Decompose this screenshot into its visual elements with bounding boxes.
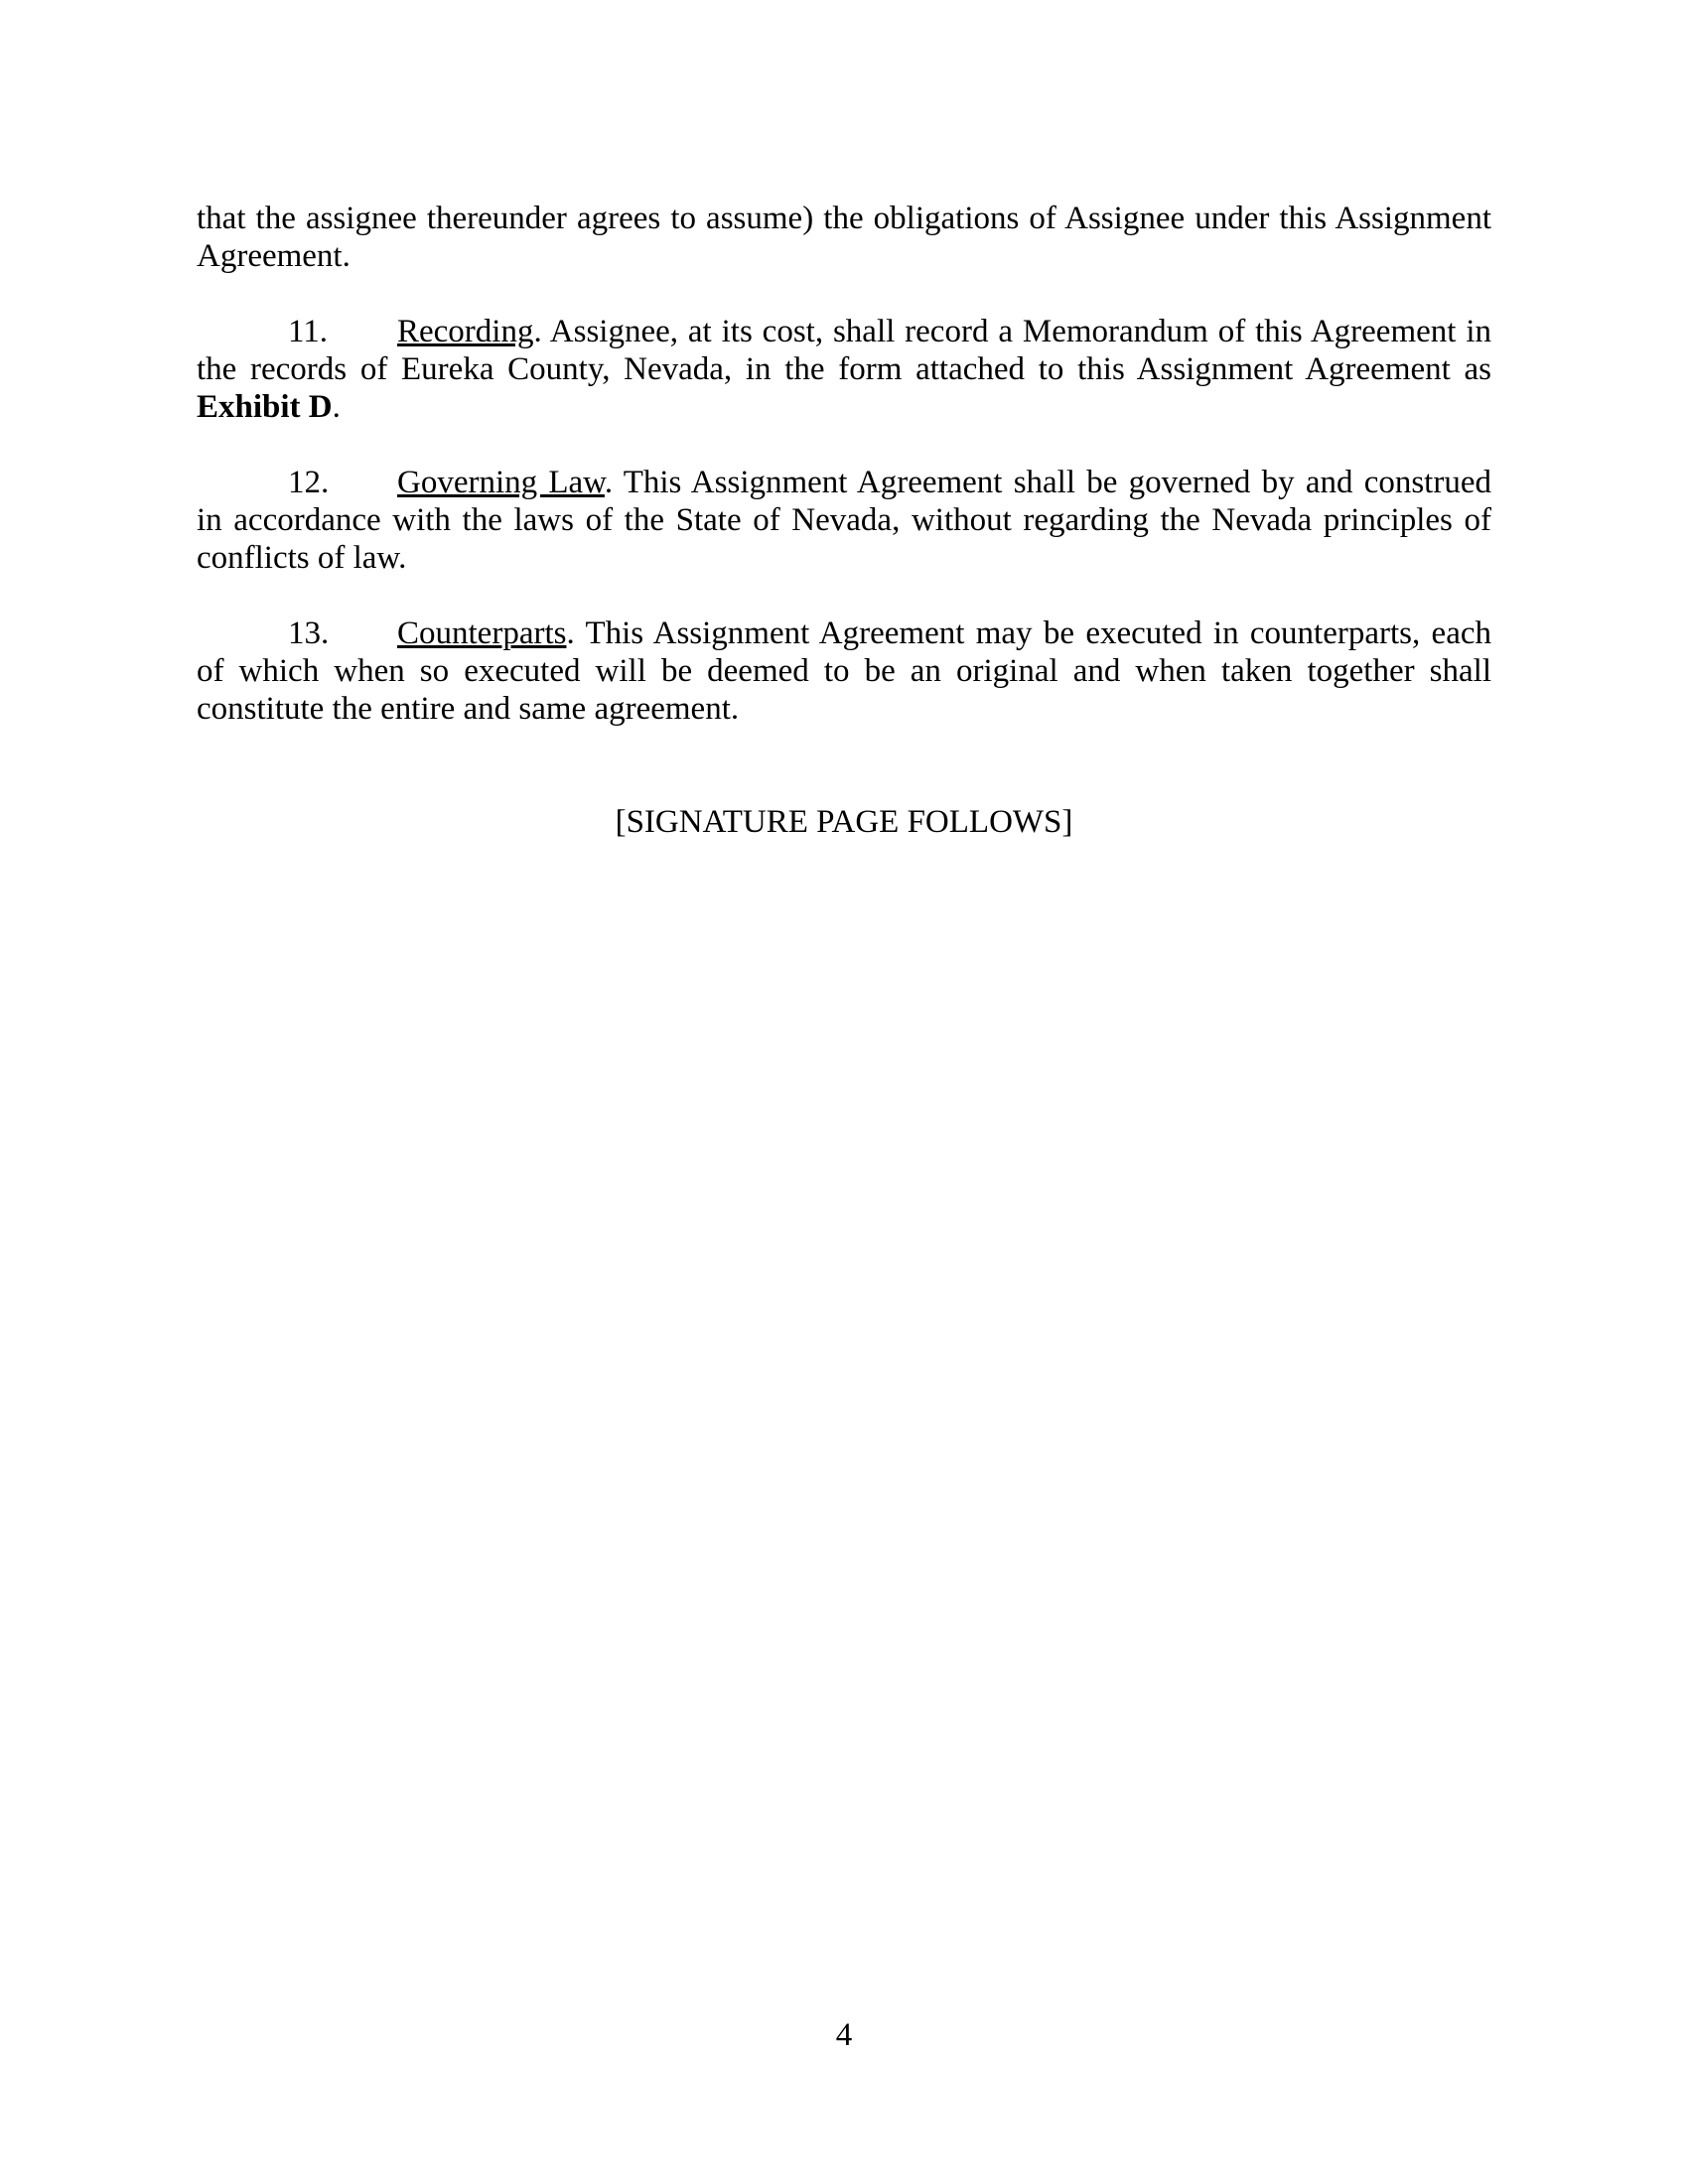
text-line — [197, 690, 1491, 728]
paragraph-gap — [197, 426, 1491, 464]
text-line — [197, 237, 1491, 275]
text-segment: constitute the entire and same agreement. — [197, 691, 740, 727]
underlined-heading-text: Recording — [397, 314, 534, 349]
text-line — [197, 313, 1491, 350]
bold-text: Exhibit D — [197, 389, 333, 425]
text-line — [197, 388, 1491, 426]
paragraph-12-governing-law — [197, 464, 1491, 577]
text-segment: . This Assignment Agreement may be executed in counterparts, each — [566, 615, 1491, 651]
text-line — [197, 614, 1491, 652]
text-segment: conflicts of law. — [197, 540, 407, 576]
text-segment: the records of Eureka County, Nevada, in the form attached to this Assignment Agreement as — [197, 351, 1491, 387]
text-line — [197, 464, 1491, 501]
paragraph-gap — [197, 765, 1491, 803]
text-segment: Agreement. — [197, 238, 351, 274]
text-line — [197, 501, 1491, 539]
paragraph-11-recording — [197, 313, 1491, 426]
underlined-heading-text: Counterparts — [397, 615, 567, 651]
text-segment: . — [332, 389, 341, 425]
paragraph-number: 13. — [288, 615, 330, 651]
paragraph-13-counterparts — [197, 614, 1491, 728]
paragraph-continuation — [197, 200, 1491, 275]
text-segment: . Assignee, at its cost, shall record a Memorandum of this Agreement in — [533, 314, 1491, 349]
text-line — [197, 200, 1491, 237]
text-segment: of which when so executed will be deemed to be an original and when taken together shall — [197, 653, 1491, 689]
underlined-heading-text: Governing Law — [397, 465, 605, 500]
paragraph-number: 11. — [288, 314, 329, 349]
document-body — [197, 200, 1491, 841]
text-segment: that the assignee thereunder agrees to assume) the obligations of Assignee under this Assignment — [197, 201, 1491, 236]
text-line — [197, 539, 1491, 577]
paragraph-gap — [197, 728, 1491, 765]
paragraph-gap — [197, 275, 1491, 313]
signature-page-notice: [SIGNATURE PAGE FOLLOWS] — [615, 804, 1073, 840]
paragraph-gap — [197, 577, 1491, 614]
paragraph-number: 12. — [288, 465, 330, 500]
text-line — [197, 652, 1491, 690]
text-segment: . This Assignment Agreement shall be governed by and construed — [604, 465, 1491, 500]
text-segment: in accordance with the laws of the State of Nevada, without regarding the Nevada principles of — [197, 502, 1491, 538]
page-number: 4 — [835, 2017, 853, 2053]
text-line — [197, 350, 1491, 388]
